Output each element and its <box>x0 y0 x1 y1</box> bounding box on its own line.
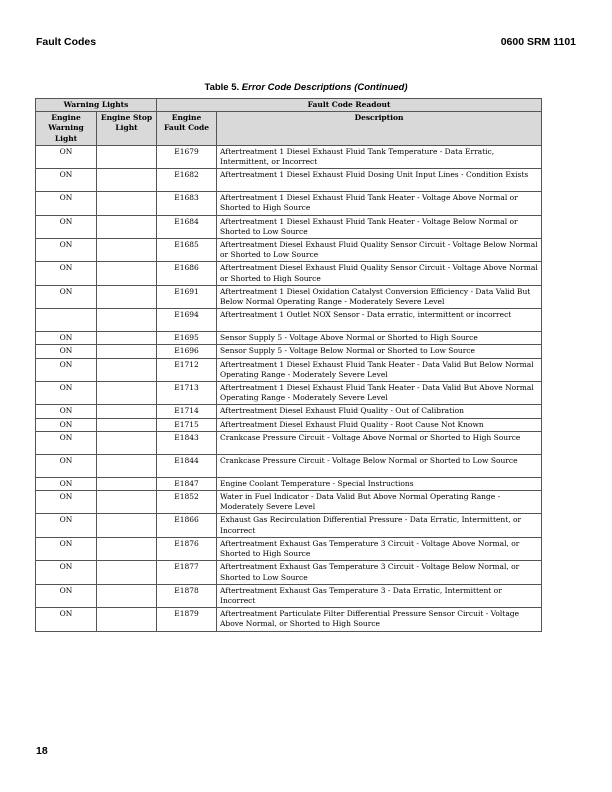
warning-light-cell: ON <box>36 454 97 477</box>
fault-code-cell: E1696 <box>157 345 217 358</box>
column-header-engine-warning-light: Engine Warning Light <box>36 112 97 146</box>
table-row <box>36 491 542 514</box>
fault-code-cell: E1715 <box>157 418 217 431</box>
warning-light-cell <box>36 309 97 332</box>
table-row <box>36 537 542 560</box>
table-row <box>36 145 542 168</box>
stop-light-cell <box>97 215 157 238</box>
description-cell: Aftertreatment 1 Diesel Exhaust Fluid Tank Heater - Data Valid But Below Normal Operating Range - Moderately Severe Level <box>217 358 542 381</box>
table-row <box>36 561 542 584</box>
fault-code-cell: E1879 <box>157 608 217 631</box>
description-cell: Crankcase Pressure Circuit - Voltage Below Normal or Shorted to Low Source <box>217 454 542 477</box>
description-cell: Aftertreatment 1 Outlet NOX Sensor - Data erratic, intermittent or incorrect <box>217 309 542 332</box>
table-row <box>36 215 542 238</box>
description-cell: Sensor Supply 5 - Voltage Below Normal or Shorted to Low Source <box>217 345 542 358</box>
fault-code-cell: E1847 <box>157 477 217 490</box>
description-cell: Water in Fuel Indicator - Data Valid But Above Normal Operating Range - Moderately Severe Level <box>217 491 542 514</box>
table-row <box>36 192 542 215</box>
description-cell: Aftertreatment Exhaust Gas Temperature 3 Circuit - Voltage Above Normal, or Shorted to High Source <box>217 537 542 560</box>
warning-light-cell: ON <box>36 169 97 192</box>
warning-light-cell: ON <box>36 332 97 345</box>
description-cell: Aftertreatment 1 Diesel Exhaust Fluid Tank Heater - Data Valid But Above Normal Operating Range - Moderately Severe Level <box>217 382 542 405</box>
stop-light-cell <box>97 418 157 431</box>
table-caption-text: Error Code Descriptions (Continued) <box>241 82 408 93</box>
warning-light-cell: ON <box>36 285 97 308</box>
description-cell: Aftertreatment Particulate Filter Differential Pressure Sensor Circuit - Voltage Above Normal, or Shorted to High Source <box>217 608 542 631</box>
stop-light-cell <box>97 454 157 477</box>
table-row <box>36 514 542 537</box>
table-caption-label: Table 5. <box>204 82 240 93</box>
stop-light-cell <box>97 285 157 308</box>
table-row <box>36 608 542 631</box>
stop-light-cell <box>97 491 157 514</box>
fault-code-cell: E1877 <box>157 561 217 584</box>
stop-light-cell <box>97 345 157 358</box>
description-cell: Aftertreatment Diesel Exhaust Fluid Quality Sensor Circuit - Voltage Below Normal or Shorted to Low Source <box>217 239 542 262</box>
column-header-description: Description <box>217 112 542 146</box>
error-code-table <box>35 98 542 632</box>
table-row <box>36 332 542 345</box>
stop-light-cell <box>97 382 157 405</box>
fault-code-cell: E1876 <box>157 537 217 560</box>
stop-light-cell <box>97 239 157 262</box>
table-row <box>36 262 542 285</box>
table-row <box>36 285 542 308</box>
warning-light-cell: ON <box>36 345 97 358</box>
warning-light-cell: ON <box>36 561 97 584</box>
fault-code-cell: E1878 <box>157 584 217 607</box>
stop-light-cell <box>97 192 157 215</box>
warning-light-cell: ON <box>36 491 97 514</box>
description-cell: Exhaust Gas Recirculation Differential Pressure - Data Erratic, Intermittent, or Incorrect <box>217 514 542 537</box>
stop-light-cell <box>97 537 157 560</box>
column-header-engine-stop-light: Engine Stop Light <box>97 112 157 146</box>
warning-light-cell: ON <box>36 192 97 215</box>
stop-light-cell <box>97 332 157 345</box>
fault-code-cell: E1686 <box>157 262 217 285</box>
table-row <box>36 477 542 490</box>
description-cell: Aftertreatment Exhaust Gas Temperature 3 - Data Erratic, Intermittent or Incorrect <box>217 584 542 607</box>
warning-light-cell: ON <box>36 477 97 490</box>
description-cell: Engine Coolant Temperature - Special Instructions <box>217 477 542 490</box>
stop-light-cell <box>97 262 157 285</box>
description-cell: Aftertreatment 1 Diesel Exhaust Fluid Tank Heater - Voltage Below Normal or Shorted to Low Source <box>217 215 542 238</box>
warning-light-cell: ON <box>36 537 97 560</box>
table-row <box>36 309 542 332</box>
table-row <box>36 584 542 607</box>
warning-light-cell: ON <box>36 382 97 405</box>
description-cell: Aftertreatment 1 Diesel Exhaust Fluid Tank Heater - Voltage Above Normal or Shorted to High Source <box>217 192 542 215</box>
table-row <box>36 345 542 358</box>
stop-light-cell <box>97 309 157 332</box>
warning-light-cell: ON <box>36 145 97 168</box>
stop-light-cell <box>97 405 157 418</box>
table-row <box>36 418 542 431</box>
fault-code-cell: E1691 <box>157 285 217 308</box>
warning-light-cell: ON <box>36 239 97 262</box>
table-caption <box>0 82 612 93</box>
fault-code-cell: E1712 <box>157 358 217 381</box>
warning-light-cell: ON <box>36 431 97 454</box>
stop-light-cell <box>97 608 157 631</box>
description-cell: Crankcase Pressure Circuit - Voltage Above Normal or Shorted to High Source <box>217 431 542 454</box>
description-cell: Aftertreatment Diesel Exhaust Fluid Quality - Out of Calibration <box>217 405 542 418</box>
stop-light-cell <box>97 358 157 381</box>
warning-light-cell: ON <box>36 608 97 631</box>
stop-light-cell <box>97 169 157 192</box>
group-header-fault-code-readout: Fault Code Readout <box>157 99 542 112</box>
fault-code-cell: E1843 <box>157 431 217 454</box>
column-header-engine-fault-code: Engine Fault Code <box>157 112 217 146</box>
fault-code-cell: E1714 <box>157 405 217 418</box>
warning-light-cell: ON <box>36 262 97 285</box>
warning-light-cell: ON <box>36 405 97 418</box>
section-title: Fault Codes <box>36 36 97 48</box>
fault-code-cell: E1694 <box>157 309 217 332</box>
description-cell: Aftertreatment 1 Diesel Exhaust Fluid Tank Temperature - Data Erratic, Intermittent, or Incorrect <box>217 145 542 168</box>
description-cell: Sensor Supply 5 - Voltage Above Normal or Shorted to High Source <box>217 332 542 345</box>
fault-code-cell: E1866 <box>157 514 217 537</box>
table-row <box>36 431 542 454</box>
stop-light-cell <box>97 514 157 537</box>
description-cell: Aftertreatment Diesel Exhaust Fluid Quality Sensor Circuit - Voltage Above Normal or Shorted to High Source <box>217 262 542 285</box>
fault-code-cell: E1679 <box>157 145 217 168</box>
stop-light-cell <box>97 431 157 454</box>
stop-light-cell <box>97 584 157 607</box>
description-cell: Aftertreatment Exhaust Gas Temperature 3 Circuit - Voltage Below Normal, or Shorted to Low Source <box>217 561 542 584</box>
fault-code-cell: E1684 <box>157 215 217 238</box>
stop-light-cell <box>97 145 157 168</box>
table-row <box>36 405 542 418</box>
stop-light-cell <box>97 561 157 584</box>
warning-light-cell: ON <box>36 514 97 537</box>
table-row <box>36 239 542 262</box>
fault-code-cell: E1844 <box>157 454 217 477</box>
fault-code-cell: E1695 <box>157 332 217 345</box>
warning-light-cell: ON <box>36 584 97 607</box>
table-row <box>36 454 542 477</box>
page-number: 18 <box>36 745 48 757</box>
warning-light-cell: ON <box>36 215 97 238</box>
description-cell: Aftertreatment 1 Diesel Exhaust Fluid Dosing Unit Input Lines - Condition Exists <box>217 169 542 192</box>
description-cell: Aftertreatment 1 Diesel Oxidation Catalyst Conversion Efficiency - Data Valid But Below Normal Operating Range - Moderately Severe Level <box>217 285 542 308</box>
fault-code-cell: E1713 <box>157 382 217 405</box>
warning-light-cell: ON <box>36 418 97 431</box>
group-header-warning-lights: Warning Lights <box>36 99 157 112</box>
stop-light-cell <box>97 477 157 490</box>
fault-code-cell: E1683 <box>157 192 217 215</box>
fault-code-cell: E1685 <box>157 239 217 262</box>
description-cell: Aftertreatment Diesel Exhaust Fluid Quality - Root Cause Not Known <box>217 418 542 431</box>
table-row <box>36 382 542 405</box>
fault-code-cell: E1682 <box>157 169 217 192</box>
table-row <box>36 169 542 192</box>
table-row <box>36 358 542 381</box>
fault-code-cell: E1852 <box>157 491 217 514</box>
warning-light-cell: ON <box>36 358 97 381</box>
document-id: 0600 SRM 1101 <box>500 36 576 48</box>
